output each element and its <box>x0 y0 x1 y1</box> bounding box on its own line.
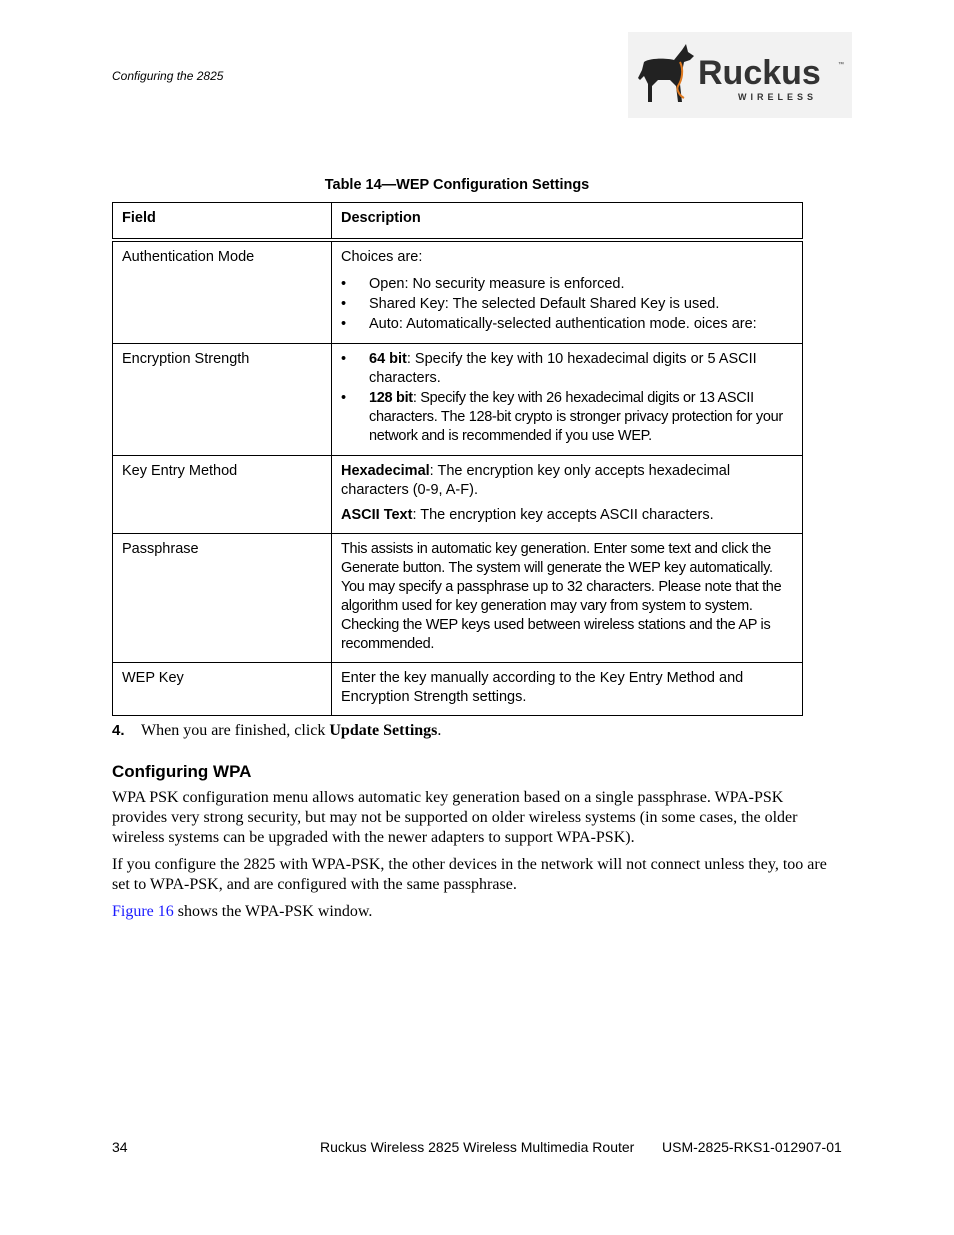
description-cell <box>332 240 803 344</box>
bullet-list <box>341 350 794 446</box>
description-cell: This assists in automatic key generation. Enter some text and click the Generate button. The system will generate the WEP key automatically. You may specify a passphrase up to 32 characters. Please note that the algorithm used for key generation may vary from system to system. Checking the WEP keys used between wireless stations and the AP is recommended. <box>332 534 803 663</box>
update-settings-term: Update Settings <box>329 722 438 739</box>
footer-product: Ruckus Wireless 2825 Wireless Multimedia Router <box>320 1139 635 1155</box>
description-cell <box>332 344 803 456</box>
column-header-field: Field <box>113 203 332 241</box>
description-intro: Choices are: <box>341 249 423 265</box>
list-item: • Shared Key: The selected Default Shared Key is used. <box>341 295 794 314</box>
table-caption: Table 14—WEP Configuration Settings <box>324 177 590 193</box>
body-paragraph: WPA PSK configuration menu allows automatic key generation based on a single passphrase. WPA-PSK provides very strong security, but may not be supported on older wireless systems (in some cases, the older wireless systems can be upgraded with the newer adapters to support WPA-PSK). <box>112 789 798 846</box>
logo-tagline: WIRELESS <box>738 92 818 102</box>
description-cell: Enter the key manually according to the Key Entry Method and Encryption Strength settings. <box>332 663 803 716</box>
figure-link[interactable]: Figure 16 <box>112 903 174 920</box>
step-text: When you are finished, click <box>141 722 330 739</box>
list-item: • Auto: Automatically-selected authentication mode. oices are: <box>341 315 794 334</box>
item-term: ASCII Text <box>341 507 413 523</box>
body-paragraph: If you configure the 2825 with WPA-PSK, the other devices in the network will not connect unless they, too are set to WPA-PSK, and are configured with the same passphrase. <box>112 856 827 893</box>
page-number: 34 <box>112 1139 128 1155</box>
step-number: 4. <box>112 722 125 739</box>
item-text: : Specify the key with 10 hexadecimal digits or 5 ASCII characters. <box>369 351 757 386</box>
list-item <box>341 389 794 446</box>
item-term: 128 bit <box>369 390 413 406</box>
item-text: : The encryption key only accepts hexadecimal characters (0-9, A-F). <box>341 463 731 498</box>
table-header-row <box>113 203 803 241</box>
logo-trademark: ™ <box>838 62 844 68</box>
item-term: 64 bit <box>369 351 407 367</box>
table-row <box>113 456 803 534</box>
description-paragraph <box>341 462 794 500</box>
item-text: : Specify the key with 26 hexadecimal digits or 13 ASCII characters. The 128-bit crypto is stronger privacy protection for your network and is recommended if you use WEP. <box>369 390 783 444</box>
list-item <box>341 350 794 388</box>
step-text-end: . <box>437 722 442 739</box>
table-row <box>113 663 803 716</box>
wep-settings-table <box>112 202 803 716</box>
section-heading: Configuring WPA <box>112 762 252 781</box>
logo-wordmark: Ruckus <box>698 54 821 92</box>
list-item: • Open: No security measure is enforced. <box>341 275 794 294</box>
field-cell: WEP Key <box>113 663 332 716</box>
bullet-list <box>341 275 794 334</box>
column-header-description: Description <box>332 203 803 241</box>
running-header: Configuring the 2825 <box>112 69 224 83</box>
field-cell: Authentication Mode <box>113 240 332 344</box>
body-text: shows the WPA-PSK window. <box>173 903 373 920</box>
table-row <box>113 344 803 456</box>
item-text: : The encryption key accepts ASCII characters. <box>412 507 714 523</box>
ruckus-logo <box>628 32 852 118</box>
footer-doc-id: USM-2825-RKS1-012907-01 <box>662 1139 842 1155</box>
field-cell: Key Entry Method <box>113 456 332 534</box>
dog-icon <box>636 40 698 110</box>
item-term: Hexadecimal <box>341 463 430 479</box>
procedure-step <box>112 722 441 740</box>
description-paragraph <box>341 506 794 525</box>
table-row <box>113 534 803 663</box>
field-cell: Encryption Strength <box>113 344 332 456</box>
field-cell: Passphrase <box>113 534 332 663</box>
body-paragraph <box>112 902 842 922</box>
table-row <box>113 240 803 344</box>
description-cell <box>332 456 803 534</box>
